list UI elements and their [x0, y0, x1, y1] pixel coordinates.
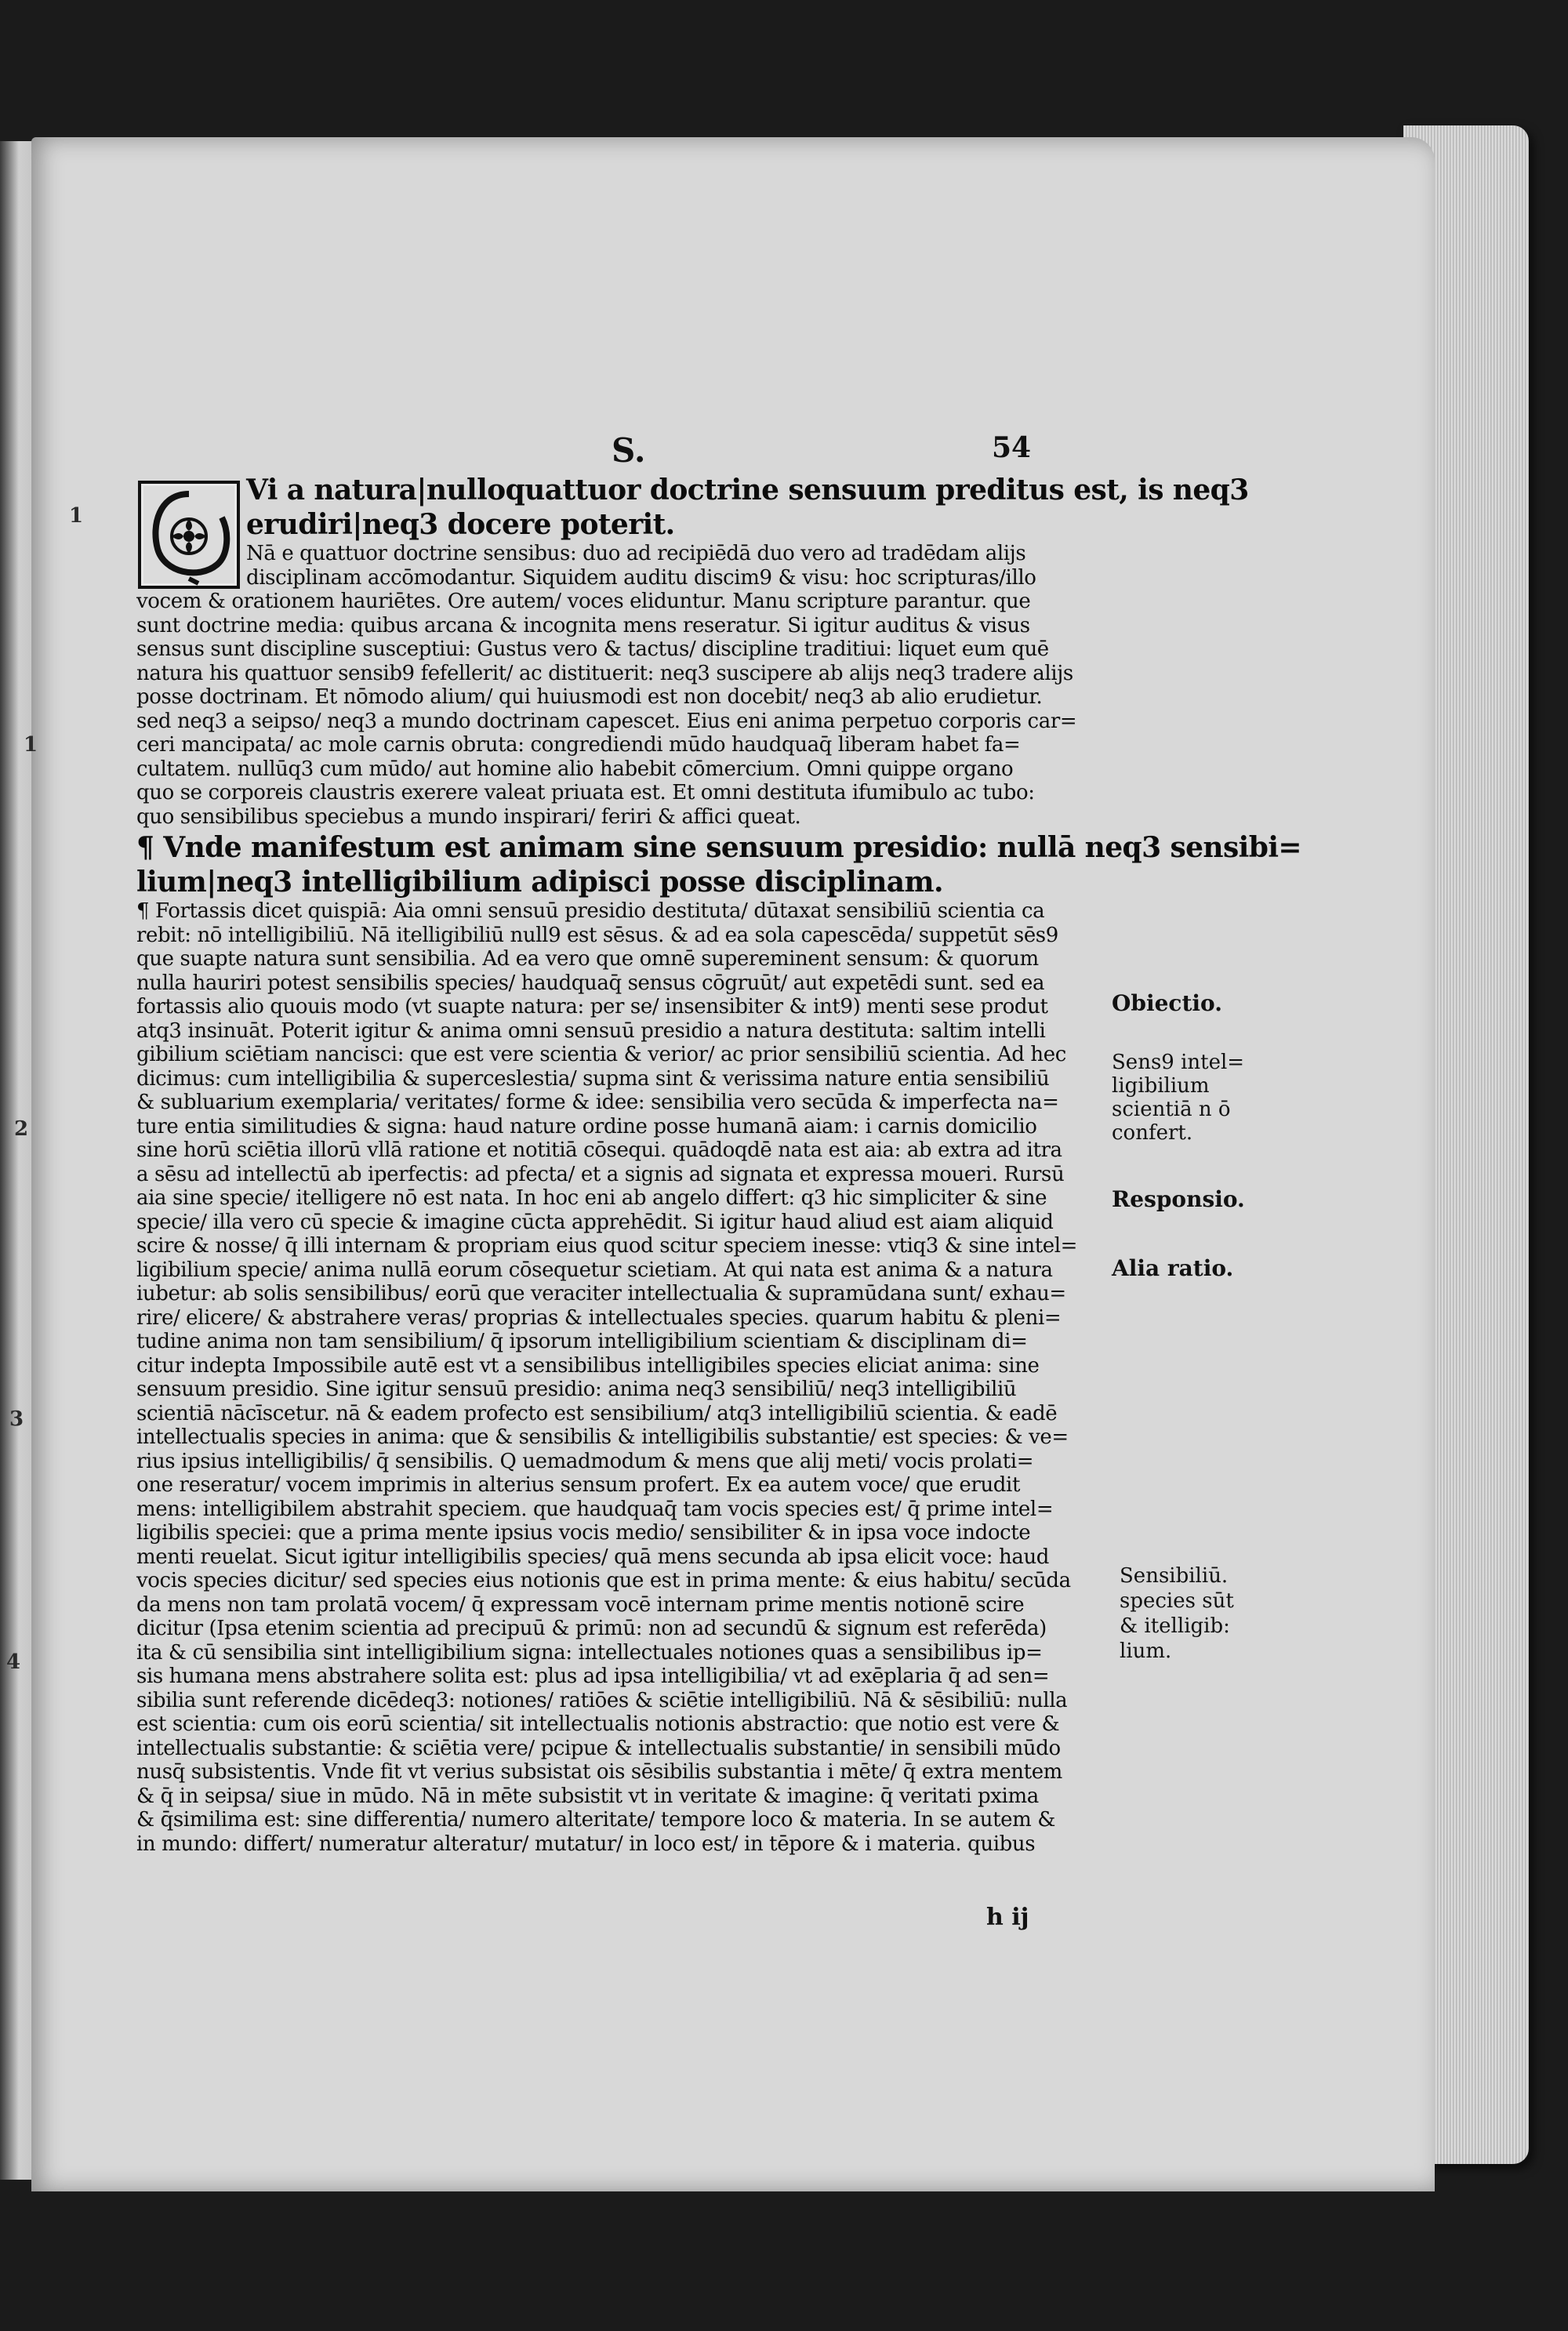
heading-line: erudiri|neq3 docere poterit. [246, 508, 675, 541]
heading-line: Vi a natura|nulloquattuor doctrine sensuum preditus est, is neq3 [246, 474, 1249, 507]
margin-note: Sensibiliū. [1120, 1564, 1229, 1588]
book-page [6, 137, 1435, 2191]
text-line: mens: intelligibilem abstrahit speciem. que haudquaq̄ tam vocis species est/ q̄ prime intel= [136, 1497, 1054, 1521]
text-line: quo se corporeis claustris exerere valeat priuata est. Et omni destituta ifumibulo ac tubo: [136, 781, 1035, 804]
text-line: in mundo: differt/ numeratur alteratur/ mutatur/ in loco est/ in tēpore & i materia. quibus [136, 1832, 1036, 1856]
heading-line: lium|neq3 intelligibilium adipisci posse disciplinam. [136, 866, 943, 899]
text-line: intellectualis substantie: & sciētia vere/ pcipue & intellectualis substantie/ in sensibili mūdo [136, 1736, 1061, 1760]
margin-note-responsio: Responsio. [1112, 1186, 1245, 1212]
margin-note: species sūt [1120, 1589, 1234, 1613]
paragraph-2 [136, 899, 1148, 1856]
margin-note: lium. [1120, 1639, 1172, 1663]
margin-note: ligibilium [1112, 1074, 1210, 1098]
text-line: intellectualis species in anima: que & sensibilis & intelligibilis substantie/ est species: & ve= [136, 1425, 1069, 1449]
text-line: scire & nosse/ q̄ illi internam & propriam eius quod scitur speciem inesse: vtiq3 & sine intel= [136, 1234, 1078, 1258]
signature-mark: h ij [986, 1904, 1029, 1931]
text-line: disciplinam accōmodantur. Siquidem auditu discim9 & visu: hoc scripturas/illo [246, 565, 1036, 590]
folio-number: 54 [992, 431, 1032, 464]
text-line: vocis species dicitur/ sed species eius notionis que est in prima mente: & eius habitu/ secūda [136, 1569, 1071, 1592]
text-line: atq3 insinuāt. Poterit igitur & anima omni sensuū presidio a natura destituta: saltim intelli [136, 1018, 1046, 1043]
margin-number: 4 [6, 1650, 21, 1674]
margin-number: 1 [24, 733, 38, 757]
heading-line: ¶ Vnde manifestum est animam sine sensuum presidio: nullā neq3 sensibi= [136, 831, 1301, 864]
text-line: tudine anima non tam sensibilium/ q̄ ipsorum intelligibilium scientiam & disciplinam di= [136, 1330, 1028, 1353]
page-header [31, 431, 1435, 470]
text-line: dicitur (Ipsa etenim scientia ad precipuū & primū: non ad secundū & signum est referēda) [136, 1617, 1047, 1640]
text-line: ligibilium specie/ anima nullā eorum cōsequetur scietiam. At qui nata est anima & a natura [136, 1258, 1053, 1282]
text-line: ita & cū sensibilia sint intelligibilium signa: intellectuales notiones quas a sensibilibus ip= [136, 1640, 1043, 1665]
text-line: one reseratur/ vocem imprimis in alterius sensum profert. Ex ea autem voce/ que erudit [136, 1473, 1020, 1497]
text-line: citur indepta Impossibile autē est vt a sensibilibus intelligibiles species eliciat anima: sine [136, 1353, 1040, 1378]
text-line: nusq̄ subsistentis. Vnde fit vt verius subsistat ois sēsibilis substantia i mēte/ q̄ extra mentem [136, 1760, 1062, 1784]
text-line: sis humana mens abstrahere solita est: plus ad ipsa intelligibilia/ vt ad exēplaria q̄ ad sen= [136, 1665, 1050, 1688]
text-line: dicimus: cum intelligibilia & superceslestia/ supma sint & verissima nature entia sensibiliū [136, 1066, 1050, 1091]
text-line: sensuum presidio. Sine igitur sensuū presidio: anima neq3 sensibiliū/ neq3 intelligibiliū [136, 1378, 1017, 1401]
text-line: ligibilis speciei: que a prima mente ipsius vocis medio/ sensibiliter & in ipsa voce indocte [136, 1521, 1031, 1545]
text-line: iubetur: ab solis sensibilibus/ eorū que veraciter intellectualia & supramūdana sunt/ exhau= [136, 1282, 1066, 1305]
text-line: vocem & orationem hauriētes. Ore autem/ voces eliduntur. Manu scripture parantur. que [136, 590, 1031, 613]
text-line: natura his quattuor sensib9 fefellerit/ ac distituerit: neq3 suscipere ab alijs neq3 tradere alijs [136, 661, 1073, 685]
margin-note: & itelligib: [1120, 1614, 1230, 1638]
text-line: que suapte natura sunt sensibilia. Ad ea vero que omnē supereminent sensum: & quorum [136, 947, 1039, 971]
text-line: fortassis alio quouis modo (vt suapte natura: per se/ insensibiter & int9) menti sese produt [136, 995, 1048, 1018]
text-line: quo sensibilibus speciebus a mundo inspirari/ feriri & affici queat. [136, 804, 801, 829]
text-line: sed neq3 a seipso/ neq3 a mundo doctrinam capescet. Eius eni anima perpetuo corporis car= [136, 709, 1077, 733]
text-line: nulla hauriri potest sensibilis species/ haudquaq̄ sensus cōgruūt/ aut expetēdi sunt. sed ea [136, 971, 1045, 995]
text-line: rius ipsius intelligibilis/ q̄ sensibilis. Q uemadmodum & mens que alij meti/ vocis prolati= [136, 1449, 1034, 1473]
text-line: a sēsu ad intellectū ab iperfectis: ad pfecta/ et a signis ad signata et expressa moueri. Rursū [136, 1162, 1065, 1186]
text-line: sensus sunt discipline susceptiui: Gustus vero & tactus/ discipline traditiui: liquet eum quē [136, 637, 1049, 661]
margin-note-obiectio: Obiectio. [1112, 990, 1222, 1016]
text-line: aia sine specie/ itelligere nō est nata. In hoc eni ab angelo differt: q3 hic simpliciter & sine [136, 1186, 1047, 1210]
text-line: sine horū sciētia illorū vllā ratione et notitiā cōsequi. quādoqdē nata est aia: ab extra ad itra [136, 1138, 1062, 1162]
text-line: da mens non tam prolatā vocem/ q̄ expressam vocē internam prime mentis notionē scire [136, 1592, 1025, 1617]
running-head: S. [612, 431, 646, 470]
text-line: rebit: nō intelligibiliū. Nā itelligibiliū null9 est sēsus. & ad ea sola capescēda/ suppetūt sēs9 [136, 923, 1058, 947]
text-line: est scientia: cum ois eorū scientia/ sit intellectualis notionis abstractio: que notio est vere & [136, 1712, 1060, 1736]
text-line: menti reuelat. Sicut igitur intelligibilis species/ quā mens secunda ab ipsa elicit voce: haud [136, 1545, 1050, 1569]
text-line: ture entia similitudies & signa: haud nature ordine posse humanā aiam: i carnis domicilio [136, 1114, 1037, 1138]
heading-2 [136, 830, 1301, 899]
text-line: ceri mancipata/ ac mole carnis obruta: congrediendi mūdo haudquaq̄ liberam habet fa= [136, 733, 1021, 757]
heading-1 [136, 473, 1249, 542]
text-line: scientiā nācīscetur. nā & eadem profecto est sensibilium/ atq3 intelligibiliū scientia. & eadē [136, 1401, 1058, 1425]
text-line: ¶ Fortassis dicet quispiā: Aia omni sensuū presidio destituta/ dūtaxat sensibiliū scientia ca [136, 899, 1045, 923]
margin-number: 1 [69, 504, 84, 528]
paragraph-1 [136, 542, 1148, 829]
text-line: cultatem. nullūq3 cum mūdo/ aut homine alio habebit cōmercium. Omni quippe organo [136, 757, 1014, 781]
text-line: sunt doctrine media: quibus arcana & incognita mens reseratur. Si igitur auditus & visus [136, 613, 1030, 637]
margin-note: confert. [1112, 1121, 1193, 1145]
text-line: & q̄ in seipsa/ siue in mūdo. Nā in mēte subsistit vt in veritate & imagine: q̄ veritati pxima [136, 1784, 1039, 1808]
margin-number: 3 [9, 1407, 24, 1431]
text-line: Nā e quattuor doctrine sensibus: duo ad recipiēdā duo vero ad tradēdam alijs [246, 542, 1026, 565]
text-line: & subluarium exemplaria/ veritates/ forme & idee: sensibilia vero secūda & imperfecta na= [136, 1091, 1059, 1114]
margin-number: 2 [14, 1117, 29, 1141]
text-line: gibilium sciētiam nancisci: que est vere scientia & verior/ ac prior sensibiliū scientia. Ad hec [136, 1043, 1066, 1066]
margin-note: scientiā n ō [1112, 1098, 1231, 1121]
text-line: sibilia sunt referende dicēdeq3: notiones/ ratiōes & sciētie intelligibiliū. Nā & sēsibiliū: nulla [136, 1688, 1068, 1712]
text-line: & q̄similima est: sine differentia/ numero alteritate/ tempore loco & materia. In se autem & [136, 1808, 1056, 1832]
text-line: posse doctrinam. Et nōmodo alium/ qui huiusmodi est non docebit/ neq3 ab alio erudietur. [136, 685, 1043, 709]
margin-note: Sens9 intel= [1112, 1051, 1245, 1074]
margin-note-alia-ratio: Alia ratio. [1112, 1255, 1234, 1281]
text-line: specie/ illa vero cū specie & imagine cūcta apprehēdit. Si igitur haud aliud est aiam aliquid [136, 1210, 1054, 1234]
text-line: rire/ elicere/ & abstrahere veras/ proprias & intellectuales species. quarum habitu & pleni= [136, 1305, 1062, 1330]
